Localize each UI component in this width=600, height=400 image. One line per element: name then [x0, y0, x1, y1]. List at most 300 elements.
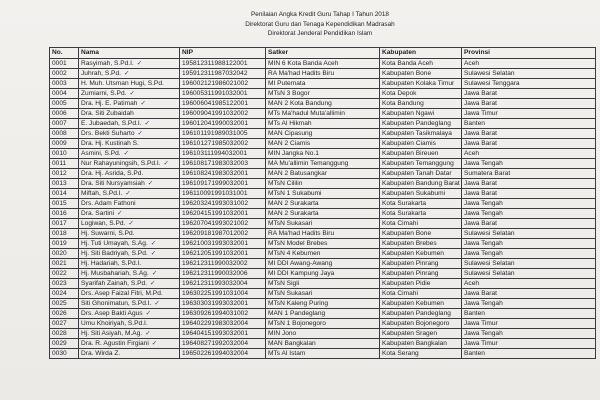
cell-no	[50, 58, 79, 68]
cell-satker	[266, 188, 380, 198]
cell-provinsi-text: Aceh	[464, 149, 480, 157]
cell-no-text: 0030	[52, 349, 67, 357]
table-row	[50, 318, 596, 328]
table-row	[50, 198, 596, 208]
cell-kabupaten	[380, 68, 462, 78]
cell-satker	[266, 218, 380, 228]
cell-no-text: 0022	[52, 269, 67, 277]
cell-provinsi-text: Sulawesi Selatan	[464, 259, 515, 267]
cell-provinsi	[462, 288, 596, 298]
cell-provinsi-text: Jawa Barat	[464, 89, 497, 97]
cell-satker-text: MAN 2 Batusangkar	[268, 169, 328, 177]
cell-no	[50, 198, 79, 208]
table-row	[50, 328, 596, 338]
cell-nama-text: Hj. Siti Asiyah, M.Ag.	[81, 329, 143, 337]
cell-kabupaten-text: Kota Surakarta	[382, 199, 426, 207]
cell-provinsi-text: Jawa Barat	[464, 129, 497, 137]
cell-no	[50, 278, 79, 288]
cell-nama	[79, 58, 180, 68]
cell-provinsi-text: Jawa Timur	[464, 109, 498, 117]
cell-satker	[266, 88, 380, 98]
cell-nama-text: Logiwan, S.Pd.	[81, 219, 126, 227]
cell-no-text: 0016	[52, 209, 67, 217]
cell-nip-text: 196101191989031005	[182, 129, 248, 137]
cell-kabupaten-text: Kota Cimahi	[382, 219, 418, 227]
handwritten-check-icon: ✓	[116, 209, 123, 217]
handwritten-check-icon: ✓	[147, 179, 154, 187]
cell-no	[50, 118, 79, 128]
cell-nama-text: Drs. Bekti Suharto	[81, 129, 135, 137]
cell-no-text: 0023	[52, 279, 67, 287]
table-row	[50, 58, 596, 68]
cell-nama	[79, 268, 180, 278]
cell-nama	[79, 218, 180, 228]
cell-no-text: 0001	[52, 59, 67, 67]
cell-kabupaten-text: Kota Cimahi	[382, 289, 418, 297]
cell-kabupaten	[380, 118, 462, 128]
table-row	[50, 118, 596, 128]
cell-nip	[180, 58, 266, 68]
cell-no-text: 0024	[52, 289, 67, 297]
cell-provinsi-text: Sulawesi Selatan	[464, 69, 515, 77]
cell-nip	[180, 278, 266, 288]
cell-provinsi	[462, 278, 596, 288]
cell-nip	[180, 288, 266, 298]
cell-satker	[266, 308, 380, 318]
table-row	[50, 78, 596, 88]
cell-provinsi-text: Aceh	[464, 59, 480, 67]
cell-no-text: 0017	[52, 219, 67, 227]
cell-nama-text: Juhrah, S.Pd.	[81, 69, 121, 77]
cell-satker	[266, 258, 380, 268]
cell-satker-text: RA Ma'had Hadits Biru	[268, 229, 335, 237]
cell-provinsi-text: Jawa Barat	[464, 289, 497, 297]
cell-satker-text: MTs Al Hikmah	[268, 119, 312, 127]
cell-kabupaten-text: Kabupaten Pandeglang	[382, 309, 451, 317]
cell-nama	[79, 318, 180, 328]
cell-satker-text: RA Ma'had Hadits Biru	[268, 69, 335, 77]
cell-provinsi	[462, 58, 596, 68]
cell-nip	[180, 168, 266, 178]
cell-satker	[266, 178, 380, 188]
cell-no	[50, 338, 79, 348]
cell-no	[50, 168, 79, 178]
table-row	[50, 98, 596, 108]
cell-nip-text: 196203241993031002	[182, 199, 249, 207]
cell-no-text: 0029	[52, 339, 67, 347]
cell-no-text: 0013	[52, 179, 67, 187]
cell-nama-text: Dra. Siti Zubaidah	[81, 109, 134, 117]
document-subtitle-directorate-general: Direktorat Jenderal Pendidikan Islam	[267, 30, 373, 38]
handwritten-check-icon: ✓	[151, 269, 158, 277]
cell-kabupaten	[380, 98, 462, 108]
cell-satker-text: MTsN 3 Bogor	[268, 89, 310, 97]
cell-kabupaten	[380, 328, 462, 338]
cell-satker	[266, 238, 380, 248]
cell-no-text: 0004	[52, 89, 67, 97]
cell-kabupaten	[380, 258, 462, 268]
cell-nama	[79, 328, 180, 338]
cell-kabupaten	[380, 218, 462, 228]
cell-provinsi-text: Jawa Tengah	[464, 239, 503, 247]
cell-no-text: 0026	[52, 309, 67, 317]
teacher-credit-table	[49, 47, 596, 359]
handwritten-check-icon: ✓	[144, 119, 151, 127]
cell-no	[50, 68, 79, 78]
table-row	[50, 258, 596, 268]
table-row	[50, 308, 596, 318]
column-header-nama: Nama	[79, 48, 180, 59]
cell-provinsi-text: Jawa Timur	[464, 339, 498, 347]
cell-satker	[266, 68, 380, 78]
cell-kabupaten-text: Kabupaten Bojonegoro	[382, 319, 450, 327]
handwritten-check-icon: ✓	[145, 309, 152, 317]
cell-provinsi	[462, 118, 596, 128]
cell-nama-text: Dra. Siti Nursyamsiah	[81, 179, 145, 187]
cell-nip	[180, 88, 266, 98]
cell-nip-text: 196408271992032004	[182, 339, 249, 347]
cell-satker-text: MTs Ma'hadul Muta'allimin	[268, 109, 345, 117]
cell-nip-text: 196212311990032002	[182, 259, 248, 267]
cell-satker	[266, 148, 380, 158]
cell-nama	[79, 168, 180, 178]
cell-satker-text: MTsN Sigli	[268, 279, 300, 287]
cell-nip-text: 196204151991032001	[182, 209, 249, 217]
cell-kabupaten-text: Kota Banda Aceh	[382, 59, 433, 67]
cell-satker-text: MTsN Sukasari	[268, 219, 313, 227]
cell-nama-text: Hj. Musbahariah, S.Ag.	[81, 269, 149, 277]
cell-nama-text: Nur Rahayuningsih, S.Pd.I.	[81, 159, 161, 167]
handwritten-check-icon: ✓	[136, 59, 143, 67]
cell-kabupaten-text: Kabupaten Bandung Barat	[382, 179, 460, 187]
table-row	[50, 108, 596, 118]
handwritten-check-icon: ✓	[128, 219, 134, 227]
cell-provinsi	[462, 238, 596, 248]
cell-kabupaten	[380, 58, 462, 68]
cell-nama	[79, 98, 180, 108]
cell-satker-text: MAN Bangkalan	[268, 339, 316, 347]
cell-satker	[266, 158, 380, 168]
cell-satker-text: MTsN 1 Sukabumi	[268, 189, 322, 197]
table-row	[50, 88, 596, 98]
cell-nip-text: 196012041990032001	[182, 119, 249, 127]
cell-provinsi	[462, 178, 596, 188]
cell-nip	[180, 258, 266, 268]
cell-nama	[79, 178, 180, 188]
cell-provinsi	[462, 248, 596, 258]
cell-nip	[180, 248, 266, 258]
cell-satker-text: MTsN Cililin	[268, 179, 303, 187]
cell-satker-text: MAN 2 Ciamis	[268, 139, 311, 147]
cell-satker-text: MTs Al Istam	[268, 349, 306, 357]
cell-kabupaten	[380, 188, 462, 198]
cell-satker-text: MI Putemata	[268, 79, 306, 87]
cell-nip-text: 196209181987012002	[182, 229, 249, 237]
cell-nama-text: Zumiarni, S.Pd.	[81, 89, 127, 97]
table-row	[50, 228, 596, 238]
cell-nip	[180, 138, 266, 148]
cell-provinsi-text: Sumatera Barat	[464, 169, 511, 177]
handwritten-check-icon: ✓	[163, 159, 170, 167]
cell-no	[50, 298, 79, 308]
cell-nama-text: Drs. Asep Bakti Agus	[81, 309, 143, 317]
cell-provinsi	[462, 188, 596, 198]
cell-no	[50, 318, 79, 328]
cell-kabupaten	[380, 248, 462, 258]
cell-provinsi	[462, 228, 596, 238]
cell-nip	[180, 118, 266, 128]
cell-satker-text: MIN Jangka No.1	[268, 149, 319, 157]
table-body	[50, 58, 596, 358]
table-row	[50, 168, 596, 178]
cell-provinsi-text: Jawa Tengah	[464, 299, 503, 307]
cell-nip-text: 196109171999032001	[182, 179, 249, 187]
cell-satker-text: MAN 2 Kota Bandung	[268, 99, 332, 107]
column-header-provinsi: Provinsi	[462, 48, 596, 59]
cell-nip-text: 195812311988122001	[182, 59, 248, 67]
cell-satker	[266, 248, 380, 258]
cell-satker	[266, 108, 380, 118]
cell-nip-text: 196103111994032001	[182, 149, 248, 157]
cell-nip-text: 196302251991031004	[182, 289, 249, 297]
cell-provinsi	[462, 258, 596, 268]
cell-provinsi-text: Jawa Tengah	[464, 199, 503, 207]
table-row	[50, 158, 596, 168]
cell-provinsi-text: Banten	[464, 119, 485, 127]
cell-kabupaten-text: Kabupaten Bireuen	[382, 149, 439, 157]
table-row	[50, 188, 596, 198]
cell-nama	[79, 308, 180, 318]
cell-kabupaten-text: Kabupaten Pinrang	[382, 269, 439, 277]
cell-nama	[79, 248, 180, 258]
cell-provinsi-text: Jawa Barat	[464, 99, 497, 107]
cell-nama	[79, 348, 180, 358]
cell-satker-text: MIN 6 Kota Banda Aceh	[268, 59, 339, 67]
cell-provinsi-text: Jawa Timur	[464, 319, 498, 327]
cell-nama	[79, 208, 180, 218]
cell-provinsi	[462, 148, 596, 158]
cell-nip	[180, 348, 266, 358]
cell-kabupaten	[380, 88, 462, 98]
cell-provinsi	[462, 308, 596, 318]
column-header-kabupaten: Kabupaten	[380, 48, 462, 59]
cell-satker	[266, 58, 380, 68]
cell-satker-text: MIN Jono	[268, 329, 297, 337]
cell-satker-text: MTsN 4 Kebumen	[268, 249, 321, 257]
cell-provinsi	[462, 328, 596, 338]
cell-no-text: 0009	[52, 139, 67, 147]
cell-nama	[79, 128, 180, 138]
cell-no	[50, 228, 79, 238]
cell-nip	[180, 158, 266, 168]
cell-kabupaten	[380, 208, 462, 218]
cell-no-text: 0003	[52, 79, 67, 87]
cell-no	[50, 108, 79, 118]
cell-kabupaten-text: Kabupaten Tanah Datar	[382, 169, 452, 177]
handwritten-check-icon: ✓	[145, 329, 151, 337]
cell-kabupaten-text: Kota Surakarta	[382, 209, 426, 217]
cell-nip-text: 195912311987032042	[182, 69, 248, 77]
table-row	[50, 208, 596, 218]
cell-nama-text: Hj. Siti Badriyah, S.Pd.	[81, 249, 148, 257]
cell-nip	[180, 298, 266, 308]
cell-kabupaten	[380, 338, 462, 348]
cell-kabupaten	[380, 178, 462, 188]
cell-nama	[79, 88, 180, 98]
cell-nama-text: Drs. Adam Fathoni	[81, 199, 136, 207]
table-row	[50, 288, 596, 298]
cell-kabupaten-text: Kabupaten Bangkalan	[382, 339, 447, 347]
cell-provinsi	[462, 88, 596, 98]
table-row	[50, 128, 596, 138]
cell-nip-text: 196212051991032001	[182, 249, 249, 257]
cell-provinsi	[462, 98, 596, 108]
cell-satker	[266, 198, 380, 208]
cell-satker	[266, 298, 380, 308]
cell-no	[50, 208, 79, 218]
cell-satker	[266, 78, 380, 88]
cell-no-text: 0006	[52, 109, 67, 117]
handwritten-check-icon: ✓	[137, 129, 144, 137]
handwritten-check-icon: ✓	[140, 99, 146, 107]
cell-nip-text: 196502261994032004	[182, 349, 249, 357]
cell-satker	[266, 138, 380, 148]
cell-nip	[180, 318, 266, 328]
cell-no-text: 0018	[52, 229, 67, 237]
cell-no-text: 0028	[52, 329, 67, 337]
cell-kabupaten-text: Kabupaten Temanggung	[382, 159, 454, 167]
cell-kabupaten	[380, 158, 462, 168]
cell-nama-text: Dra. Wirda Z.	[81, 349, 121, 357]
cell-provinsi-text: Banten	[464, 349, 485, 357]
cell-no-text: 0025	[52, 299, 67, 307]
cell-satker	[266, 288, 380, 298]
cell-nip	[180, 78, 266, 88]
cell-nama-text: Siti Ghonimatun, S.Pd.I.	[81, 299, 152, 307]
cell-kabupaten-text: Kabupaten Sragen	[382, 329, 437, 337]
cell-satker	[266, 208, 380, 218]
cell-kabupaten-text: Kabupaten Brebes	[382, 239, 437, 247]
cell-no	[50, 328, 79, 338]
cell-nama	[79, 158, 180, 168]
table-row	[50, 278, 596, 288]
cell-no-text: 0002	[52, 69, 67, 77]
cell-nama-text: Drs. Asep Faizal Fitri, M.Pd.	[81, 289, 163, 297]
cell-nip-text: 196212311993032004	[182, 279, 248, 287]
cell-provinsi	[462, 128, 596, 138]
table-row	[50, 138, 596, 148]
cell-nama	[79, 198, 180, 208]
cell-provinsi	[462, 138, 596, 148]
cell-provinsi-text: Jawa Tengah	[464, 329, 503, 337]
cell-nama	[79, 148, 180, 158]
cell-no	[50, 248, 79, 258]
cell-nip-text: 196207041993021002	[182, 219, 249, 227]
cell-satker	[266, 98, 380, 108]
cell-no	[50, 268, 79, 278]
cell-provinsi	[462, 208, 596, 218]
cell-kabupaten-text: Kota Depok	[382, 89, 417, 97]
cell-nip	[180, 108, 266, 118]
cell-nip	[180, 338, 266, 348]
cell-satker	[266, 268, 380, 278]
cell-nama	[79, 338, 180, 348]
cell-no-text: 0005	[52, 99, 67, 107]
cell-provinsi-text: Sulawesi Selatan	[464, 229, 515, 237]
cell-no	[50, 238, 79, 248]
cell-nama-text: Dra. Hj. Asrida, S.Pd.	[81, 169, 144, 177]
cell-satker-text: MTsN Sukasari	[268, 289, 313, 297]
cell-kabupaten-text: Kabupaten Pidie	[382, 279, 431, 287]
cell-kabupaten	[380, 308, 462, 318]
cell-satker-text: MTsN Model Brebes	[268, 239, 328, 247]
cell-nama	[79, 188, 180, 198]
cell-nip-text: 196309261994031002	[182, 309, 249, 317]
table-row	[50, 348, 596, 358]
cell-kabupaten	[380, 278, 462, 288]
cell-provinsi	[462, 158, 596, 168]
cell-nip	[180, 328, 266, 338]
cell-kabupaten-text: Kabupaten Pinrang	[382, 259, 439, 267]
cell-provinsi	[462, 78, 596, 88]
cell-no	[50, 348, 79, 358]
cell-kabupaten	[380, 78, 462, 88]
handwritten-check-icon: ✓	[123, 69, 130, 77]
cell-kabupaten	[380, 108, 462, 118]
cell-nama	[79, 108, 180, 118]
cell-provinsi	[462, 348, 596, 358]
cell-no	[50, 138, 79, 148]
cell-provinsi	[462, 198, 596, 208]
cell-nama-text: Dra. Sartini	[81, 209, 114, 217]
cell-nama	[79, 238, 180, 248]
cell-nip-text: 196006041985122001	[182, 99, 249, 107]
cell-satker	[266, 328, 380, 338]
cell-no	[50, 128, 79, 138]
cell-no-text: 0027	[52, 319, 67, 327]
cell-nama	[79, 118, 180, 128]
cell-nip-text: 196303031993032001	[182, 299, 249, 307]
cell-nip-text: 196101271985032002	[182, 139, 249, 147]
cell-no	[50, 258, 79, 268]
cell-nip	[180, 228, 266, 238]
cell-kabupaten	[380, 148, 462, 158]
cell-satker	[266, 348, 380, 358]
cell-no-text: 0015	[52, 199, 67, 207]
table-header-row	[50, 48, 596, 59]
cell-no-text: 0008	[52, 129, 67, 137]
table-row	[50, 338, 596, 348]
cell-satker-text: MA Mu'allimin Temanggung	[268, 159, 349, 167]
cell-no	[50, 288, 79, 298]
handwritten-check-icon: ✓	[129, 89, 135, 97]
cell-nip-text: 196009041991032002	[182, 109, 249, 117]
cell-nip	[180, 148, 266, 158]
cell-nip-text: 196210031993032001	[182, 239, 249, 247]
cell-provinsi-text: Jawa Barat	[464, 139, 497, 147]
cell-nama	[79, 288, 180, 298]
cell-nama-text: Umu Khoiriyah, S.Pd.I.	[81, 319, 148, 327]
cell-nip	[180, 308, 266, 318]
handwritten-check-icon: ✓	[125, 189, 131, 197]
cell-satker	[266, 338, 380, 348]
cell-provinsi-text: Banten	[464, 309, 485, 317]
cell-nip-text: 196005311991032001	[182, 89, 248, 97]
handwritten-check-icon: ✓	[150, 239, 157, 247]
cell-provinsi-text: Jawa Tengah	[464, 159, 503, 167]
cell-nama-text: Dra. Hj. E. Patimah	[81, 99, 138, 107]
cell-kabupaten-text: Kabupaten Ngawi	[382, 109, 435, 117]
